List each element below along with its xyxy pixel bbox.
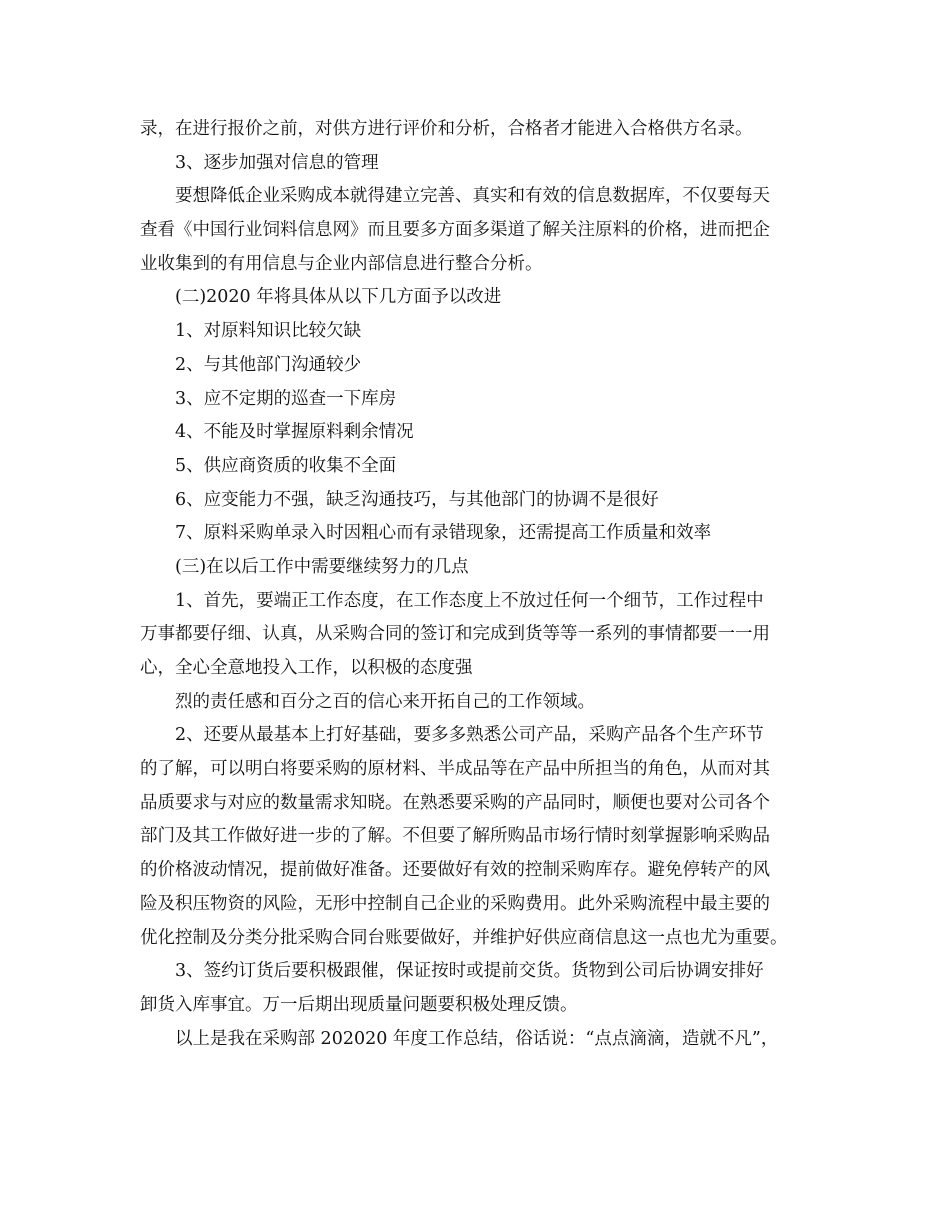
text-line: (二)2020 年将具体从以下几方面予以改进 (175, 287, 502, 308)
text-line: 业收集到的有用信息与企业内部信息进行整合分析。 (140, 253, 543, 274)
text-line: 3、逐步加强对信息的管理 (175, 152, 379, 173)
text-line: 4、不能及时掌握原料剩余情况 (175, 422, 414, 443)
text-line: 5、供应商资质的收集不全面 (175, 455, 397, 476)
text-line: 2、与其他部门沟通较少 (175, 354, 362, 375)
text-line: (三)在以后工作中需要继续努力的几点 (175, 556, 469, 577)
text-line: 以上是我在采购部 202020 年度工作总结，俗话说：“点点滴滴，造就不凡”， (175, 1028, 779, 1049)
text-line: 的了解，可以明白将要采购的原材料、半成品等在产品中所担当的角色，从而对其 (140, 759, 770, 780)
text-line: 7、原料采购单录入时因粗心而有录错现象，还需提高工作质量和效率 (175, 523, 712, 544)
text-line: 3、应不定期的巡查一下库房 (175, 388, 397, 409)
text-line: 录，在进行报价之前，对供方进行评价和分析，合格者才能进入合格供方名录。 (140, 119, 753, 139)
document-body (140, 113, 830, 1056)
text-line: 2、还要从最基本上打好基础，要多多熟悉公司产品，采购产品各个生产环节 (175, 725, 764, 746)
text-line: 优化控制及分类分批采购合同台账要做好，并维护好供应商信息这一点也尤为重要。 (140, 927, 788, 948)
text-line: 卸货入库事宜。万一后期出现质量问题要积极处理反馈。 (140, 994, 578, 1015)
text-line: 的价格波动情况，提前做好准备。还要做好有效的控制采购库存。避免停转产的风 (140, 860, 770, 881)
text-line: 查看《中国行业饲料信息网》而且要多方面多渠道了解关注原料的价格，进而把企 (140, 220, 770, 241)
text-line: 万事都要仔细、认真，从采购合同的签订和完成到货等等一系列的事情都要一一用 (140, 624, 770, 645)
text-line: 心，全心全意地投入工作，以积极的态度强 (140, 658, 473, 678)
text-line: 部门及其工作做好进一步的了解。不但要了解所购品市场行情时刻掌握影响采购品 (140, 826, 770, 847)
text-line: 险及积压物资的风险，无形中控制自己企业的采购费用。此外采购流程中最主要的 (140, 893, 770, 914)
text-line: 6、应变能力不强，缺乏沟通技巧，与其他部门的协调不是很好 (175, 489, 659, 510)
text-line: 品质要求与对应的数量需求知晓。在熟悉要采购的产品同时，顺便也要对公司各个 (140, 792, 770, 813)
text-line: 3、签约订货后要积极跟催，保证按时或提前交货。货物到公司后协调安排好 (175, 961, 764, 982)
text-line: 要想降低企业采购成本就得建立完善、真实和有效的信息数据库，不仅要每天 (175, 186, 770, 207)
text-line: 烈的责任感和百分之百的信心来开拓自己的工作领域。 (175, 691, 595, 712)
text-line: 1、首先，要端正工作态度，在工作态度上不放过任何一个细节，工作过程中 (175, 590, 764, 611)
text-line: 1、对原料知识比较欠缺 (175, 321, 362, 342)
